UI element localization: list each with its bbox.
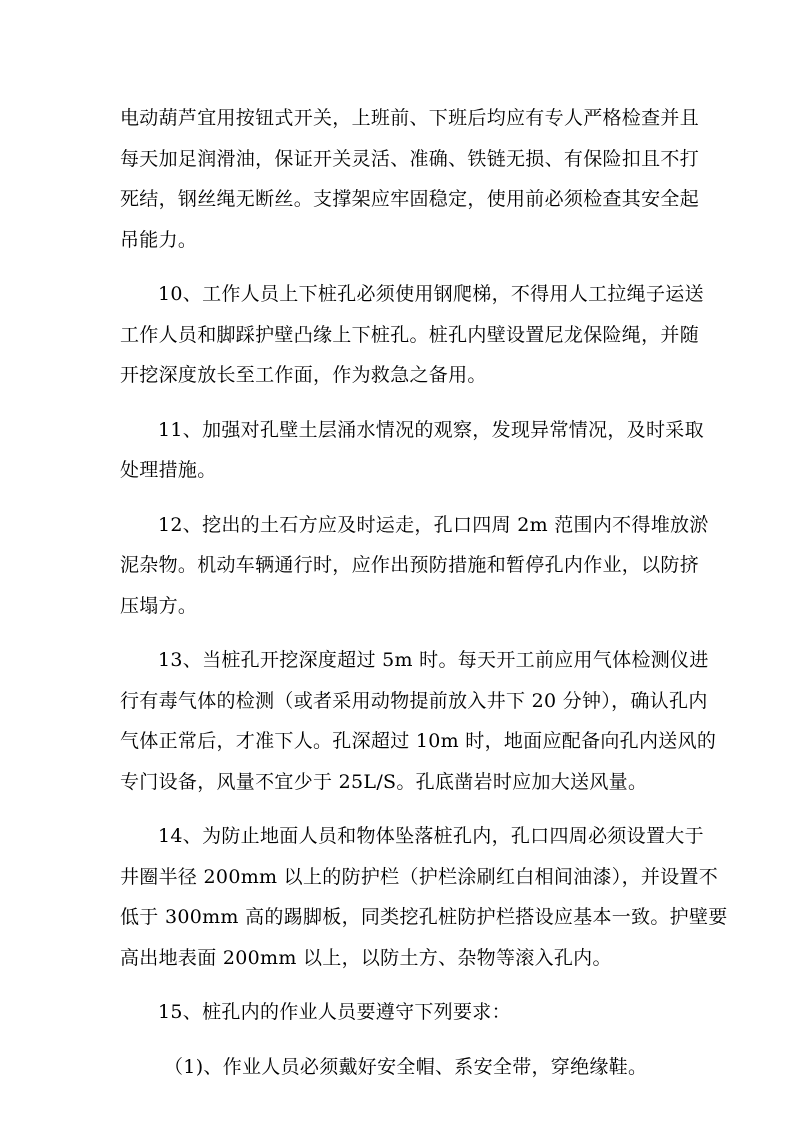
text-line: 吊能力。 [120, 228, 198, 251]
text-line: 高出地表面 200mm 以上，以防土方、杂物等滚入孔内。 [120, 946, 612, 969]
text-line: 处理措施。 [120, 459, 217, 481]
paragraph-item-15 [120, 992, 680, 1033]
text-line: 12、挖出的土石方应及时运走，孔口四周 2m 范围内不得堆放淤 [158, 513, 709, 536]
text-line: 电动葫芦宜用按钮式开关，上班前、下班后均应有专人严格检查并且 [120, 107, 700, 129]
text-line: 气体正常后，才准下人。孔深超过 10m 时，地面应配备向孔内送风的 [120, 730, 717, 752]
paragraph-item-14 [120, 816, 728, 978]
paragraph-item-10 [120, 274, 704, 396]
text-line: 14、为防止地面人员和物体坠落桩孔内，孔口四周必须设置大于 [158, 825, 704, 847]
text-line: 泥杂物。机动车辆通行时，应作出预防措施和暂停孔内作业，以防挤 [120, 554, 700, 576]
text-line: 压塌方。 [120, 594, 198, 617]
text-line: 15、桩孔内的作业人员要遵守下列要求： [158, 1001, 511, 1023]
paragraph-item-11 [120, 410, 704, 491]
text-line: （1)、作业人员必须戴好安全帽、系安全带，穿绝缘鞋。 [164, 1055, 648, 1078]
text-line: 11、加强对孔壁土层涌水情况的观察，发现异常情况，及时采取 [158, 418, 704, 441]
text-line: 井圈半径 200mm 以上的防护栏（护栏涂刷红白相间油漆），并设置不 [120, 865, 719, 888]
document-body [120, 98, 728, 1101]
paragraph-item-13 [120, 640, 717, 802]
text-line: 死结，钢丝绳无断丝。支撑架应牢固稳定，使用前必须检查其安全起 [120, 188, 700, 210]
text-line: 低于 300mm 高的踢脚板，同类挖孔桩防护栏搭设应基本一致。护壁要 [120, 906, 728, 928]
paragraph-item-12 [120, 505, 709, 627]
text-line: 每天加足润滑油，保证开关灵活、准确、铁链无损、有保险扣且不打 [120, 147, 700, 170]
paragraph-sub-item-1 [120, 1047, 680, 1088]
text-line: 专门设备，风量不宜少于 25L/S。孔底凿岩时应加大送风量。 [120, 770, 648, 793]
text-line: 开挖深度放长至工作面，作为救急之备用。 [120, 364, 487, 386]
paragraph-hoist-continuation [120, 98, 700, 260]
text-line: 13、当桩孔开挖深度超过 5m 时。每天开工前应用气体检测仪进 [158, 649, 709, 671]
text-line: 工作人员和脚踩护壁凸缘上下桩孔。桩孔内壁设置尼龙保险绳，并随 [120, 323, 700, 346]
text-line: 行有毒气体的检测（或者采用动物提前放入井下 20 分钟），确认孔内 [120, 689, 708, 712]
text-line: 10、工作人员上下桩孔必须使用钢爬梯，不得用人工拉绳子运送 [158, 283, 704, 305]
